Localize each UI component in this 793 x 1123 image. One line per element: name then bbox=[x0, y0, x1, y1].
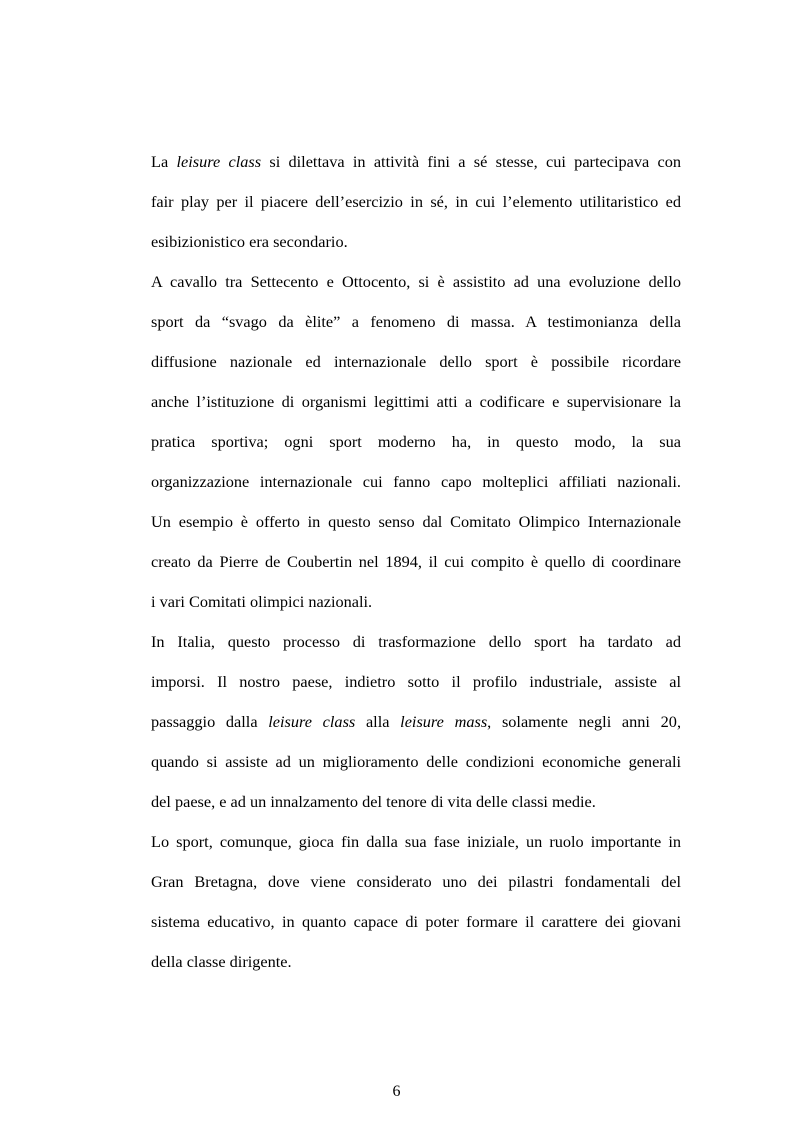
text-segment: della classe dirigente. bbox=[151, 952, 292, 971]
paragraph bbox=[151, 826, 681, 986]
text-line bbox=[151, 706, 681, 746]
text-line bbox=[151, 506, 681, 546]
text-line bbox=[151, 826, 681, 866]
text-segment: A cavallo tra Settecento e Ottocento, si è assistito ad una evoluzione dello bbox=[151, 272, 681, 291]
text-segment: fair play per il piacere dell’esercizio in sé, in cui l’elemento utilitaristico ed bbox=[151, 192, 681, 211]
text-line bbox=[151, 346, 681, 386]
text-segment: , solamente negli anni 20, bbox=[487, 712, 682, 731]
text-line bbox=[151, 426, 681, 466]
text-line bbox=[151, 306, 681, 346]
text-segment: diffusione nazionale ed internazionale dello sport è possibile ricordare bbox=[151, 352, 681, 371]
text-line bbox=[151, 266, 681, 306]
text-segment: sistema educativo, in quanto capace di poter formare il carattere dei giovani bbox=[151, 912, 681, 931]
page-number: 6 bbox=[392, 1083, 401, 1100]
text-segment: pratica sportiva; ogni sport moderno ha, in questo modo, la sua bbox=[151, 432, 681, 451]
text-segment: imporsi. Il nostro paese, indietro sotto il profilo industriale, assiste al bbox=[151, 672, 681, 691]
text-segment: anche l’istituzione di organismi legittimi atti a codificare e supervisionare la bbox=[151, 392, 681, 411]
text-segment: Gran Bretagna, dove viene considerato uno dei pilastri fondamentali del bbox=[151, 872, 681, 891]
text-segment: quando si assiste ad un miglioramento delle condizioni economiche generali bbox=[151, 752, 681, 771]
text-segment: Lo sport, comunque, gioca fin dalla sua fase iniziale, un ruolo importante in bbox=[151, 832, 681, 851]
text-segment: del paese, e ad un innalzamento del tenore di vita delle classi medie. bbox=[151, 792, 596, 811]
text-segment: i vari Comitati olimpici nazionali. bbox=[151, 592, 373, 611]
text-line bbox=[151, 746, 681, 786]
text-line bbox=[151, 626, 681, 666]
italic-text: leisure class bbox=[268, 712, 356, 731]
text-segment: esibizionistico era secondario. bbox=[151, 232, 348, 251]
text-line bbox=[151, 666, 681, 706]
paragraph bbox=[151, 146, 681, 266]
paragraph bbox=[151, 266, 681, 626]
text-line bbox=[151, 226, 681, 266]
text-line bbox=[151, 146, 681, 186]
text-segment: alla bbox=[355, 712, 401, 731]
text-segment: sport da “svago da èlite” a fenomeno di massa. A testimonianza della bbox=[151, 312, 681, 331]
text-line bbox=[151, 186, 681, 226]
text-line bbox=[151, 946, 681, 986]
italic-text: leisure mass bbox=[400, 712, 488, 731]
text-segment: organizzazione internazionale cui fanno capo molteplici affiliati nazionali. bbox=[151, 472, 681, 491]
text-line bbox=[151, 386, 681, 426]
text-segment: Un esempio è offerto in questo senso dal Comitato Olimpico Internazionale bbox=[151, 512, 681, 531]
body-text bbox=[151, 146, 681, 986]
text-segment: passaggio dalla bbox=[151, 712, 269, 731]
text-line bbox=[151, 866, 681, 906]
text-line bbox=[151, 586, 681, 626]
text-line bbox=[151, 786, 681, 826]
text-line bbox=[151, 546, 681, 586]
italic-text: leisure class bbox=[176, 152, 262, 171]
text-segment: si dilettava in attività fini a sé stesse, cui partecipava con bbox=[261, 152, 682, 171]
text-segment: In Italia, questo processo di trasformazione dello sport ha tardato ad bbox=[151, 632, 681, 651]
text-segment: La bbox=[151, 152, 177, 171]
text-line bbox=[151, 906, 681, 946]
text-line bbox=[151, 466, 681, 506]
text-segment: creato da Pierre de Coubertin nel 1894, il cui compito è quello di coordinare bbox=[151, 552, 681, 571]
paragraph bbox=[151, 626, 681, 826]
